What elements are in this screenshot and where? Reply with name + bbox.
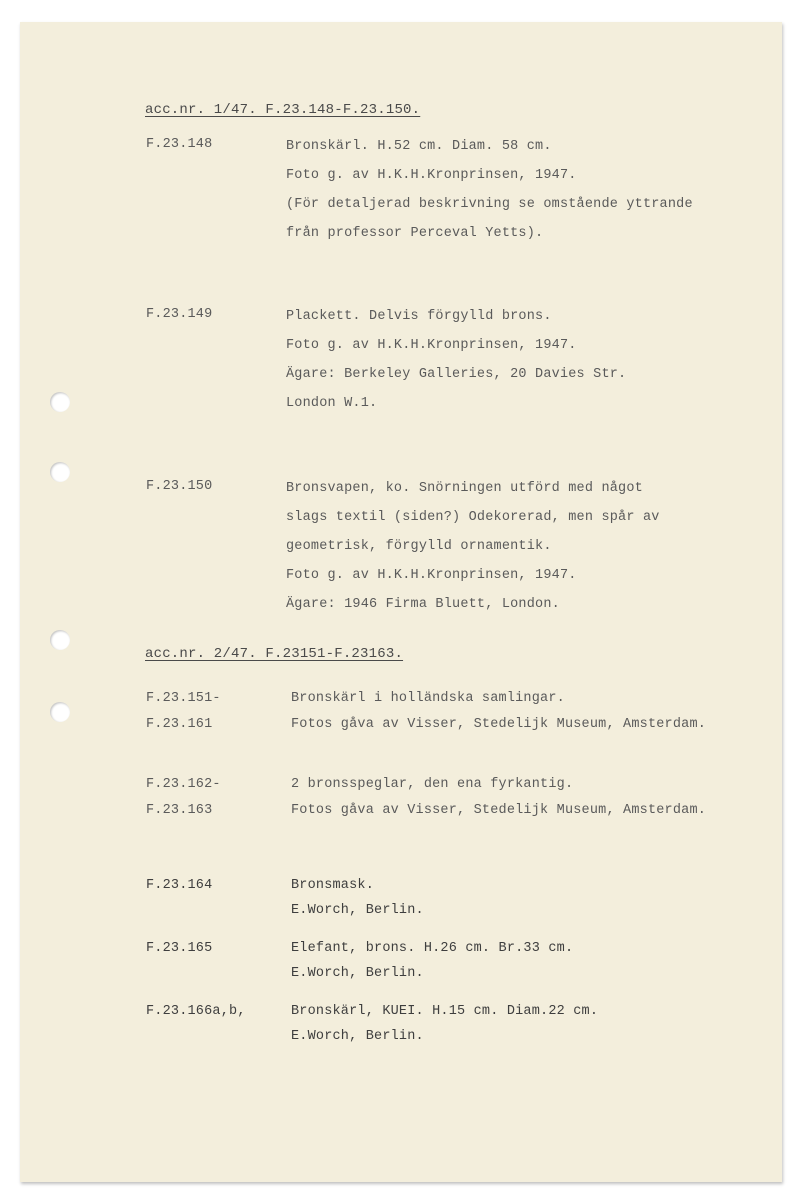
catalog-number: F.23.148 bbox=[146, 137, 213, 152]
punch-hole bbox=[50, 702, 70, 722]
description-line: slags textil (siden?) Odekorerad, men spår av bbox=[286, 510, 660, 525]
catalog-number bbox=[146, 873, 212, 898]
catalog-number-line: F.23.151- bbox=[146, 691, 221, 706]
catalog-number: F.23.150 bbox=[146, 479, 213, 494]
description-line: Foto g. av H.K.H.Kronprinsen, 1947. bbox=[286, 338, 577, 353]
catalog-number-line: F.23.162- bbox=[146, 777, 221, 792]
description-line: Bronsmask. bbox=[291, 878, 375, 893]
document-page bbox=[20, 22, 782, 1182]
description-line: 2 bronsspeglar, den ena fyrkantig. bbox=[291, 777, 574, 792]
catalog-number bbox=[146, 772, 221, 824]
catalog-number-line: F.23.161 bbox=[146, 717, 213, 732]
punch-hole bbox=[50, 630, 70, 650]
entry-description bbox=[286, 302, 626, 418]
description-line: Elefant, brons. H.26 cm. Br.33 cm. bbox=[291, 941, 574, 956]
description-line: Foto g. av H.K.H.Kronprinsen, 1947. bbox=[286, 568, 577, 583]
description-line: Fotos gåva av Visser, Stedelijk Museum, Amsterdam. bbox=[291, 803, 707, 818]
catalog-number bbox=[146, 999, 246, 1024]
catalog-number bbox=[146, 936, 212, 961]
description-line: Bronskärl. H.52 cm. Diam. 58 cm. bbox=[286, 139, 552, 154]
catalog-number-line: F.23.163 bbox=[146, 803, 213, 818]
section-heading: acc.nr. 2/47. F.23151-F.23163. bbox=[145, 646, 404, 662]
punch-hole bbox=[50, 462, 70, 482]
punch-hole bbox=[50, 392, 70, 412]
description-line: Ägare: 1946 Firma Bluett, London. bbox=[286, 597, 560, 612]
entry-description bbox=[291, 772, 706, 824]
description-line: från professor Perceval Yetts). bbox=[286, 226, 544, 241]
entry-description bbox=[286, 474, 660, 619]
description-line: Fotos gåva av Visser, Stedelijk Museum, Amsterdam. bbox=[291, 717, 707, 732]
description-line: E.Worch, Berlin. bbox=[291, 966, 424, 981]
description-line: geometrisk, förgylld ornamentik. bbox=[286, 539, 552, 554]
catalog-number bbox=[146, 686, 221, 738]
description-line: E.Worch, Berlin. bbox=[291, 903, 424, 918]
section-heading: acc.nr. 1/47. F.23.148-F.23.150. bbox=[145, 102, 421, 118]
entry-description bbox=[291, 999, 598, 1049]
catalog-number-line: F.23.166a,b, bbox=[146, 1004, 246, 1019]
entry-description bbox=[286, 132, 693, 248]
description-line: Foto g. av H.K.H.Kronprinsen, 1947. bbox=[286, 168, 577, 183]
description-line: Bronsvapen, ko. Snörningen utförd med något bbox=[286, 481, 643, 496]
entry-description bbox=[291, 686, 706, 738]
description-line: Bronskärl, KUEI. H.15 cm. Diam.22 cm. bbox=[291, 1004, 599, 1019]
description-line: (För detaljerad beskrivning se omstående yttrande bbox=[286, 197, 693, 212]
entry-description bbox=[291, 936, 573, 986]
description-line: Bronskärl i holländska samlingar. bbox=[291, 691, 565, 706]
catalog-number: F.23.149 bbox=[146, 307, 213, 322]
description-line: Plackett. Delvis förgylld brons. bbox=[286, 309, 552, 324]
description-line: London W.1. bbox=[286, 396, 378, 411]
catalog-number-line: F.23.165 bbox=[146, 941, 213, 956]
catalog-number-line: F.23.164 bbox=[146, 878, 213, 893]
description-line: Ägare: Berkeley Galleries, 20 Davies Str. bbox=[286, 367, 627, 382]
description-line: E.Worch, Berlin. bbox=[291, 1029, 424, 1044]
entry-description bbox=[291, 873, 424, 923]
